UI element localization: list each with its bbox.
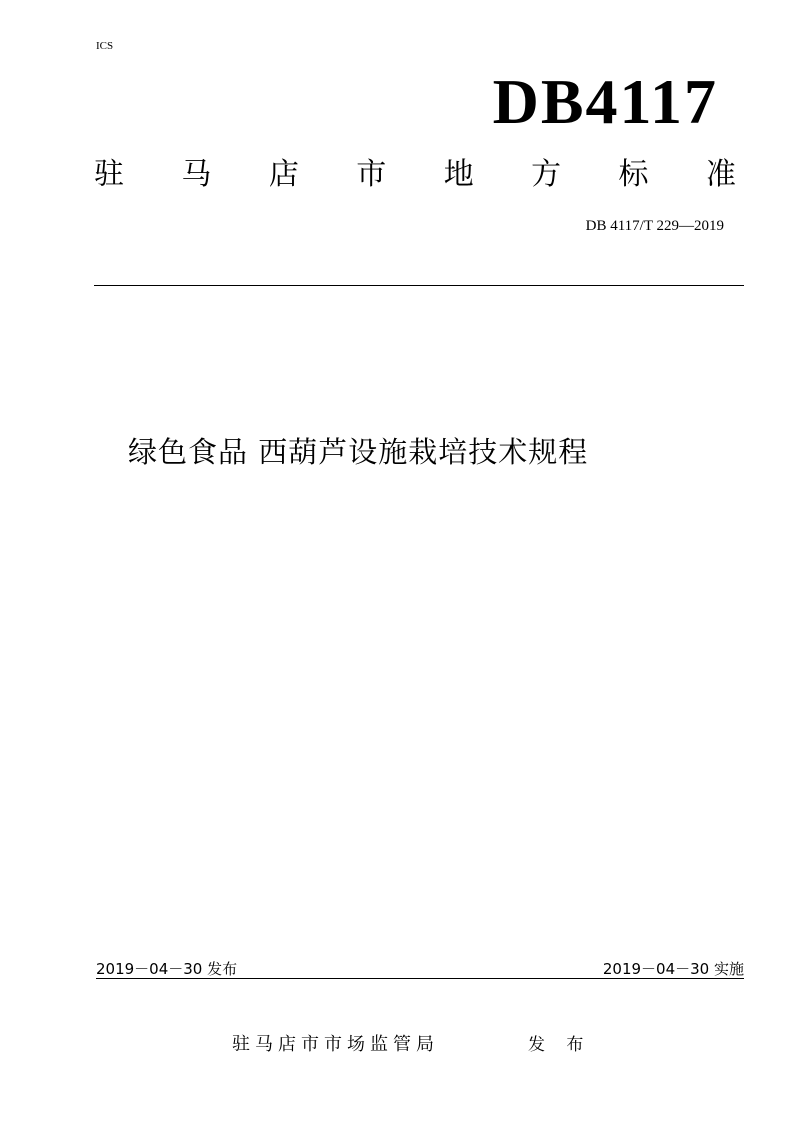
ics-label: ICS [96,40,114,52]
standard-type-char: 马 [181,157,212,192]
standard-type-char: 方 [531,157,562,192]
implement-date: 2019－04－30 实施 [602,960,744,978]
standard-type-char: 市 [356,157,387,192]
top-divider [94,285,744,286]
document-title: 绿色食品 西葫芦设施栽培技术规程 [128,435,589,469]
standard-type-heading [94,155,736,195]
standard-type-char: 驻 [94,157,124,192]
standard-type-char: 标 [618,157,649,192]
publish-date: 2019－04－30 发布 [96,960,238,978]
standard-code: DB4117 [492,66,718,137]
standard-number: DB 4117/T 229—2019 [585,218,724,234]
issuer-action: 发 布 [528,1035,592,1055]
issuer-name: 驻马店市市场监管局 [232,1034,439,1055]
standard-type-char: 店 [268,157,299,192]
bottom-divider [96,978,744,979]
standard-type-char: 准 [705,157,736,192]
standard-type-char: 地 [443,157,474,192]
